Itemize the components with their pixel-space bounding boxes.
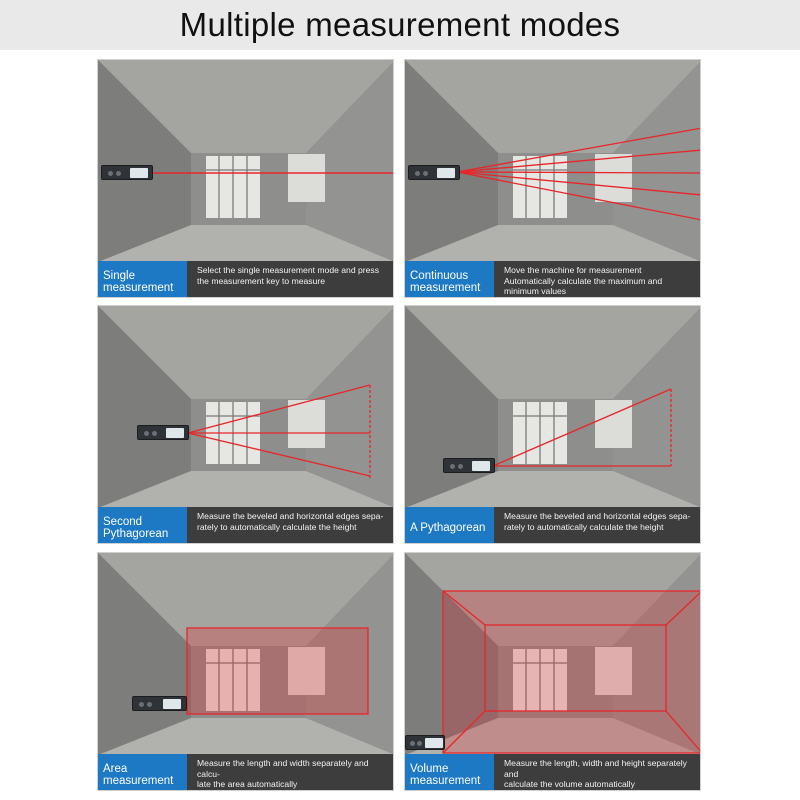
device-icon [101,165,153,180]
mode-label: Single measurement [98,261,187,297]
device-icon [443,458,495,473]
mode-description: Measure the beveled and horizontal edges sepa- rately to automatically calculate the height [197,511,384,532]
mode-label: A Pythagorean [405,507,494,543]
mode-label: Second Pythagorean [98,507,187,543]
mode-label: Area measurement [98,754,187,790]
mode-label: Continuous measurement [405,261,494,297]
caption-bar [405,507,700,543]
mode-description: Move the machine for measurement Automatically calculate the maximum and minimum values [504,265,663,296]
device-icon [408,165,460,180]
mode-description: Measure the length, width and height separately and calculate the volume automatically [504,758,687,789]
caption-bar [98,754,393,790]
mode-description: Measure the beveled and horizontal edges sepa- rately to automatically calculate the height [504,511,691,532]
caption-bar [98,261,393,297]
mode-label: Volume measurement [405,754,494,790]
panel-second-pythagorean [97,305,394,544]
panel-volume-measurement [404,552,701,791]
device-icon [405,735,445,750]
device-icon [137,425,189,440]
caption-bar [405,754,700,790]
mode-description: Select the single measurement mode and press the measurement key to measure [197,265,380,286]
device-icon [132,696,187,711]
caption-bar [405,261,700,297]
panel-a-pythagorean [404,305,701,544]
panel-area-measurement [97,552,394,791]
panel-single-measurement [97,59,394,298]
panel-continuous-measurement [404,59,701,298]
page-title: Multiple measurement modes [179,6,621,43]
page-header [0,0,800,50]
caption-bar [98,507,393,543]
mode-description: Measure the length and width separately and calcu- late the area automatically [197,758,369,789]
